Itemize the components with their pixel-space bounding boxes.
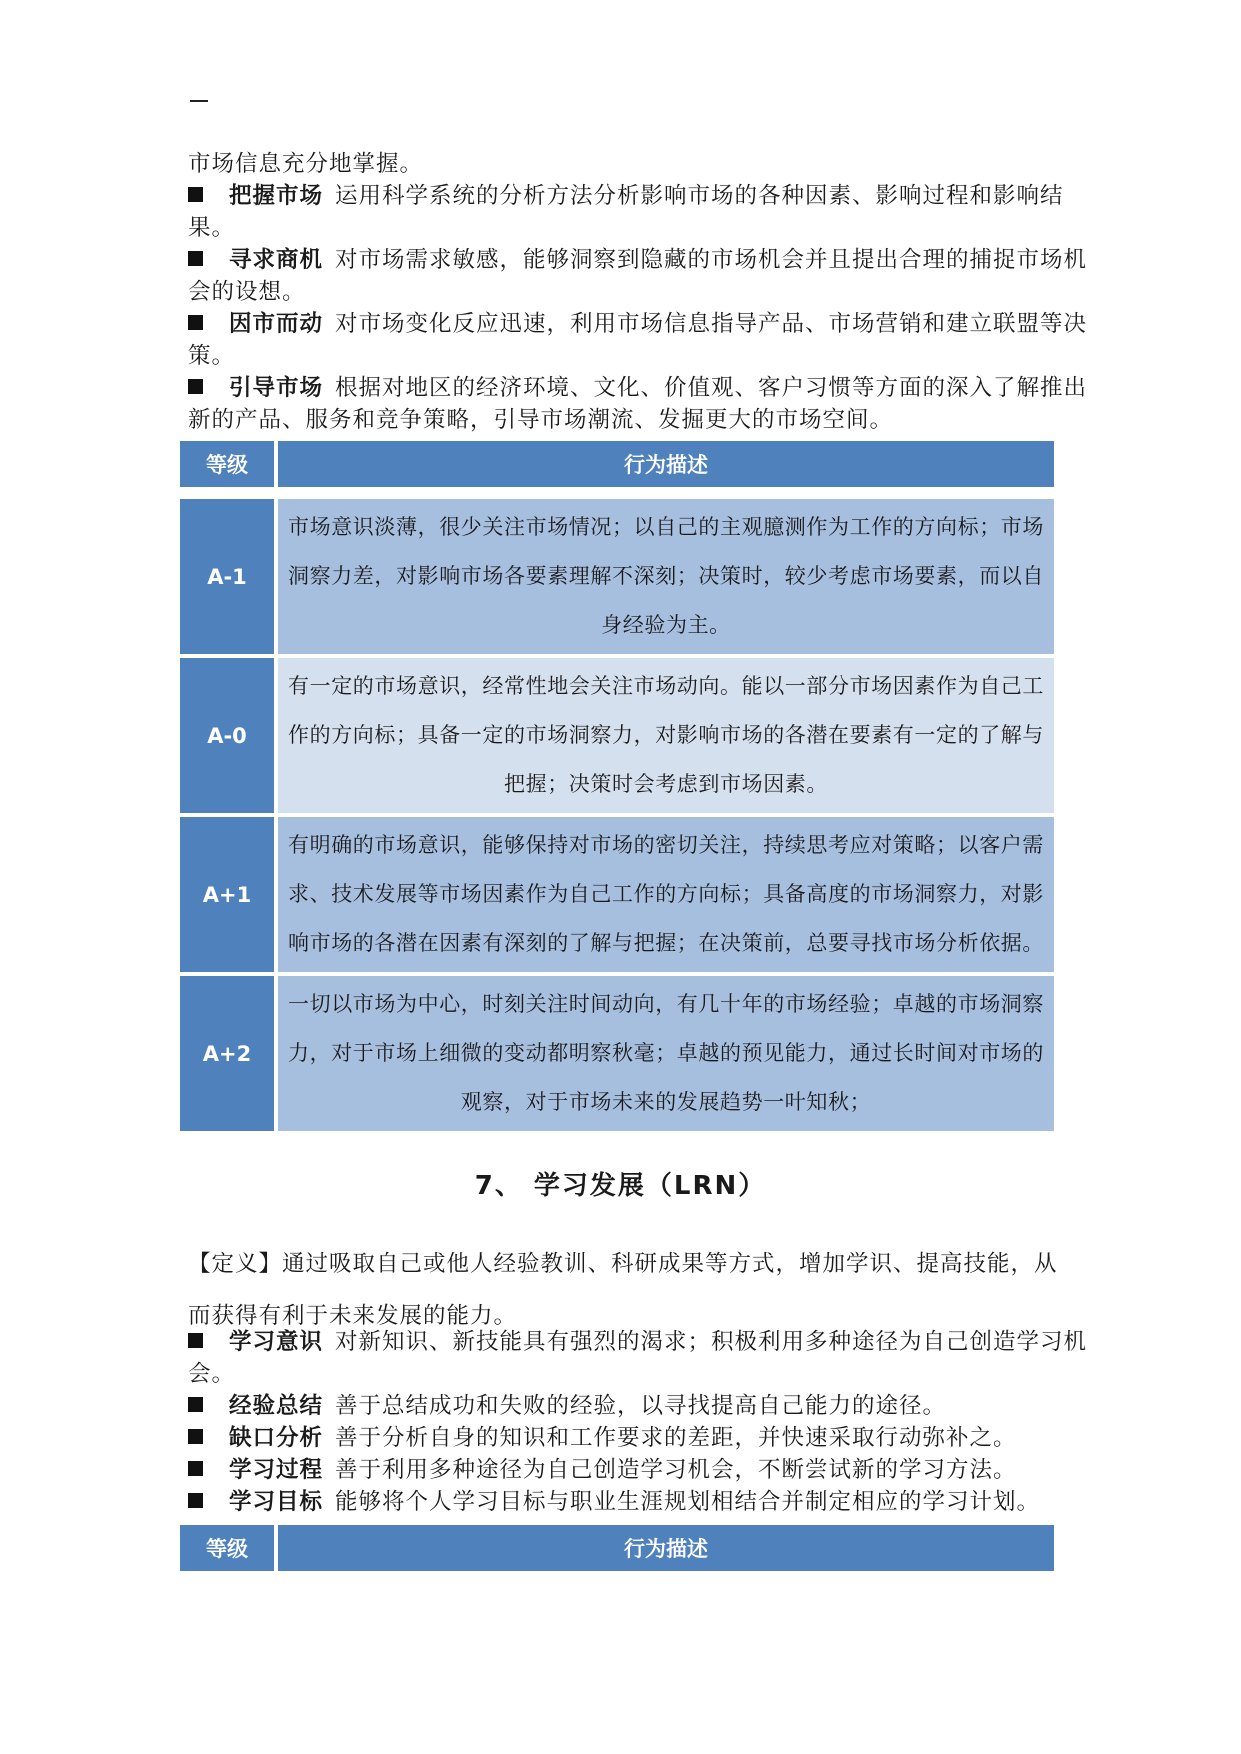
description-cell: 有一定的市场意识，经常性地会关注市场动向。能以一部分市场因素作为自己工作的方向标；具备一定的市场洞察力，对影响市场的各潜在要素有一定的了解与把握；决策时会考虑到市场因素。 — [278, 658, 1054, 813]
bullet-keyword: 引导市场 — [229, 375, 324, 401]
bullet-text: 根据对地区的经济环境、文化、价值观、客户习惯等方面的深入了解推出新的产品、服务和竞争策略，引导市场潮流、发掘更大的市场空间。 — [188, 375, 1088, 433]
level-cell: A-0 — [180, 658, 274, 813]
bullet-item — [188, 180, 1088, 244]
bullet-text: 能够将个人学习目标与职业生涯规划相结合并制定相应的学习计划。 — [335, 1489, 1041, 1515]
level-cell: A+2 — [180, 976, 274, 1131]
bullet-text: 对市场需求敏感，能够洞察到隐藏的市场机会并且提出合理的捕捉市场机会的设想。 — [188, 247, 1088, 305]
header-level: 等级 — [180, 441, 274, 487]
bullet-keyword: 经验总结 — [229, 1393, 324, 1419]
bullet-text: 对新知识、新技能具有强烈的渴求；积极利用多种途径为自己创造学习机会。 — [188, 1329, 1088, 1387]
table-row — [180, 658, 1054, 813]
table-row — [180, 817, 1054, 972]
bullet-square-icon — [188, 1429, 203, 1444]
bullet-square-icon — [188, 251, 203, 266]
bullet-text: 善于分析自身的知识和工作要求的差距，并快速采取行动弥补之。 — [335, 1425, 1017, 1451]
table-row — [180, 976, 1054, 1131]
bullet-keyword: 因市而动 — [229, 311, 324, 337]
bullet-square-icon — [188, 315, 203, 330]
bullet-keyword: 寻求商机 — [229, 247, 324, 273]
bullet-item — [188, 1326, 1088, 1390]
bullet-item — [188, 1454, 1088, 1486]
bullet-keyword: 学习意识 — [229, 1329, 324, 1355]
bullet-text: 善于总结成功和失败的经验，以寻找提高自己能力的途径。 — [335, 1393, 947, 1419]
table-header-row — [180, 441, 1054, 487]
bullet-square-icon — [188, 379, 203, 394]
bullet-keyword: 学习目标 — [229, 1489, 324, 1515]
header-description: 行为描述 — [278, 1525, 1054, 1571]
bullet-item — [188, 244, 1088, 308]
bullet-text: 善于利用多种途径为自己创造学习机会，不断尝试新的学习方法。 — [335, 1457, 1017, 1483]
section-title: 7、 学习发展（LRN） — [474, 1171, 767, 1201]
level-cell: A+1 — [180, 817, 274, 972]
table-header-row — [180, 1525, 1054, 1571]
grade-table-market — [176, 437, 1058, 1135]
bullet-square-icon — [188, 1461, 203, 1476]
bullet-item — [188, 308, 1088, 372]
bullet-text: 运用科学系统的分析方法分析影响市场的各种因素、影响过程和影响结果。 — [188, 183, 1064, 241]
description-cell: 市场意识淡薄，很少关注市场情况；以自己的主观臆测作为工作的方向标；市场洞察力差，对影响市场各要素理解不深刻；决策时，较少考虑市场要素，而以自身经验为主。 — [278, 499, 1054, 654]
level-cell: A-1 — [180, 499, 274, 654]
bullet-square-icon — [188, 1333, 203, 1348]
table-row — [180, 499, 1054, 654]
header-level: 等级 — [180, 1525, 274, 1571]
bullet-item — [188, 1390, 1088, 1422]
bullet-keyword: 缺口分析 — [229, 1425, 324, 1451]
header-description: 行为描述 — [278, 441, 1054, 487]
bullet-keyword: 把握市场 — [229, 183, 324, 209]
bullet-text: 对市场变化反应迅速，利用市场信息指导产品、市场营销和建立联盟等决策。 — [188, 311, 1088, 369]
bullet-item — [188, 1486, 1088, 1518]
bullet-item — [188, 1422, 1088, 1454]
top-fragment: 市场信息充分地掌握。 — [188, 151, 424, 177]
definition-text: 【定义】通过吸取自己或他人经验教训、科研成果等方式，增加学识、提高技能，从而获得有利于未来发展的能力。 — [188, 1251, 1058, 1329]
bullet-square-icon — [188, 1397, 203, 1412]
bullet-square-icon — [188, 187, 203, 202]
page-dash — [190, 100, 208, 102]
description-cell: 有明确的市场意识，能够保持对市场的密切关注，持续思考应对策略；以客户需求、技术发展等市场因素作为自己工作的方向标；具备高度的市场洞察力，对影响市场的各潜在因素有深刻的了解与把握；在决策前，总要寻找市场分析依据。 — [278, 817, 1054, 972]
grade-table-learning — [176, 1521, 1058, 1575]
description-cell: 一切以市场为中心，时刻关注时间动向，有几十年的市场经验；卓越的市场洞察力，对于市场上细微的变动都明察秋毫；卓越的预见能力，通过长时间对市场的观察，对于市场未来的发展趋势一叶知秋； — [278, 976, 1054, 1131]
bullet-square-icon — [188, 1493, 203, 1508]
bullet-keyword: 学习过程 — [229, 1457, 324, 1483]
bullet-item — [188, 372, 1088, 436]
